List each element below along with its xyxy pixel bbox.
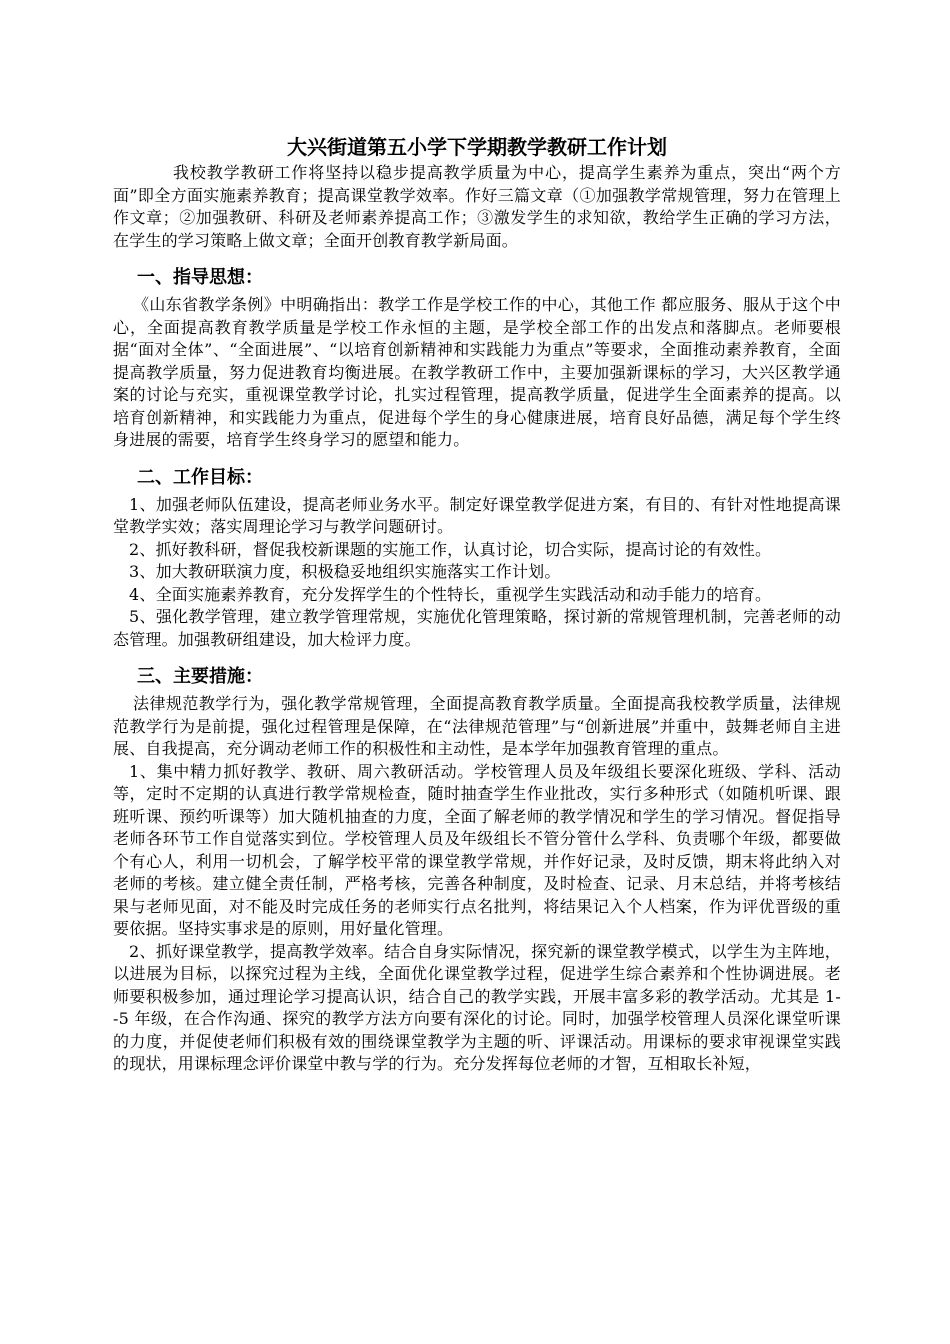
document-page (113, 132, 841, 1076)
section-paragraph: 法律规范教学行为，强化教学常规管理，全面提高教育教学质量。全面提高我校教学质量，法律规范教学行为是前提，强化过程管理是保障，在“法律规范管理”与“创新进展”并重中，鼓舞老师自主进展、自我提高，充分调动老师工作的积极性和主动性，是本学年加强教育管理的重点。 (113, 694, 841, 758)
section-heading-work-goals: 二、工作目标： (137, 466, 263, 488)
document-title: 大兴街道第五小学下学期教学教研工作计划 (287, 135, 667, 159)
goal-item: 2、抓好教科研，督促我校新课题的实施工作，认真讨论，切合实际，提高讨论的有效性。 (129, 539, 772, 559)
goal-item: 5、强化教学管理，建立教学管理常规，实施优化管理策略，探讨新的常规管理机制，完善老师的动态管理。加强教研组建设，加大检评力度。 (113, 607, 841, 649)
goal-item: 1、加强老师队伍建设，提高老师业务水平。制定好课堂教学促进方案，有目的、有针对性地提高课堂教学实效；落实周理论学习与教学问题研讨。 (113, 494, 841, 536)
measure-item: 1、集中精力抓好教学、教研、周六教研活动。学校管理人员及年级组长要深化班级、学科、活动等，定时不定期的认真进行教学常规检查，随时抽查学生作业批改，实行多种形式（如随机听课、跟班听课、预约听课等）加大随机抽查的力度，全面了解老师的教学情况和学生的学习情况。督促指导老师各环节工作自觉落实到位。学校管理人员及年级组长不管分管什么学科、负责哪个年级，都要做个有心人，利用一切机会，了解学校平常的课堂教学常规，并作好记录，及时反馈，期末将此纳入对老师的考核。建立健全责任制，严格考核，完善各种制度，及时检查、记录、月末总结，并将考核结果与老师见面，对不能及时完成任务的老师实行点名批判，将结果记入个人档案，作为评优晋级的重要依据。坚持实事求是的原则，用好量化管理。 (113, 761, 841, 938)
section-heading-guiding-ideology: 一、指导思想： (137, 267, 263, 288)
goal-item: 3、加大教研联演力度，积极稳妥地组织实施落实工作计划。 (129, 562, 561, 581)
section-heading-main-measures: 三、主要措施： (137, 666, 263, 687)
goal-item: 4、全面实施素养教育，充分发挥学生的个性特长，重视学生实践活动和动手能力的培育。 (129, 584, 772, 604)
intro-paragraph: 我校教学教研工作将坚持以稳步提高教学质量为中心，提高学生素养为重点，突出“两个方面”即全方面实施素养教育；提高课堂教学效率。作好三篇文章（①加强教学常规管理，努力在管理上作文章；②加强教研、科研及老师素养提高工作；③激发学生的求知欲，教给学生正确的学习方法，在学生的学习策略上做文章；全面开创教育教学新局面。 (113, 163, 841, 250)
section-paragraph: 《山东省教学条例》中明确指出：教学工作是学校工作的中心，其他工作 都应服务、服从于这个中心，全面提高教育教学质量是学校工作永恒的主题，是学校全部工作的出发点和落脚点。老师要根据“面对全体”、“全面进展”、“以培育创新精神和实践能力为重点”等要求，全面推动素养教育，全面提高教学质量，努力促进教育均衡进展。在教学教研工作中，主要加强新课标的学习，大兴区教学通案的讨论与充实，重视课堂教学讨论，扎实过程管理，提高教学质量，促进学生全面素养的提高。以培育创新精神，和实践能力为重点，促进每个学生的身心健康进展，培育良好品德，满足每个学生终身进展的需要，培育学生终身学习的愿望和能力。 (113, 295, 841, 449)
measure-item: 2、抓好课堂教学，提高教学效率。结合自身实际情况，探究新的课堂教学模式，以学生为主阵地，以进展为目标，以探究过程为主线，全面优化课堂教学过程，促进学生综合素养和个性协调进展。老师要积极参加，通过理论学习提高认识，结合自己的教学实践，开展丰富多彩的教学活动。尤其是 1--5 年级，在合作沟通、探究的教学方法方向要有深化的讨论。同时，加强学校管理人员深化课堂听课的力度，并促使老师们积极有效的围绕课堂教学为主题的听、评课活动。用课标的要求审视课堂实践的现状，用课标理念评价课堂中教与学的行为。充分发挥每位老师的才智，互相取长补短， (113, 941, 841, 1073)
